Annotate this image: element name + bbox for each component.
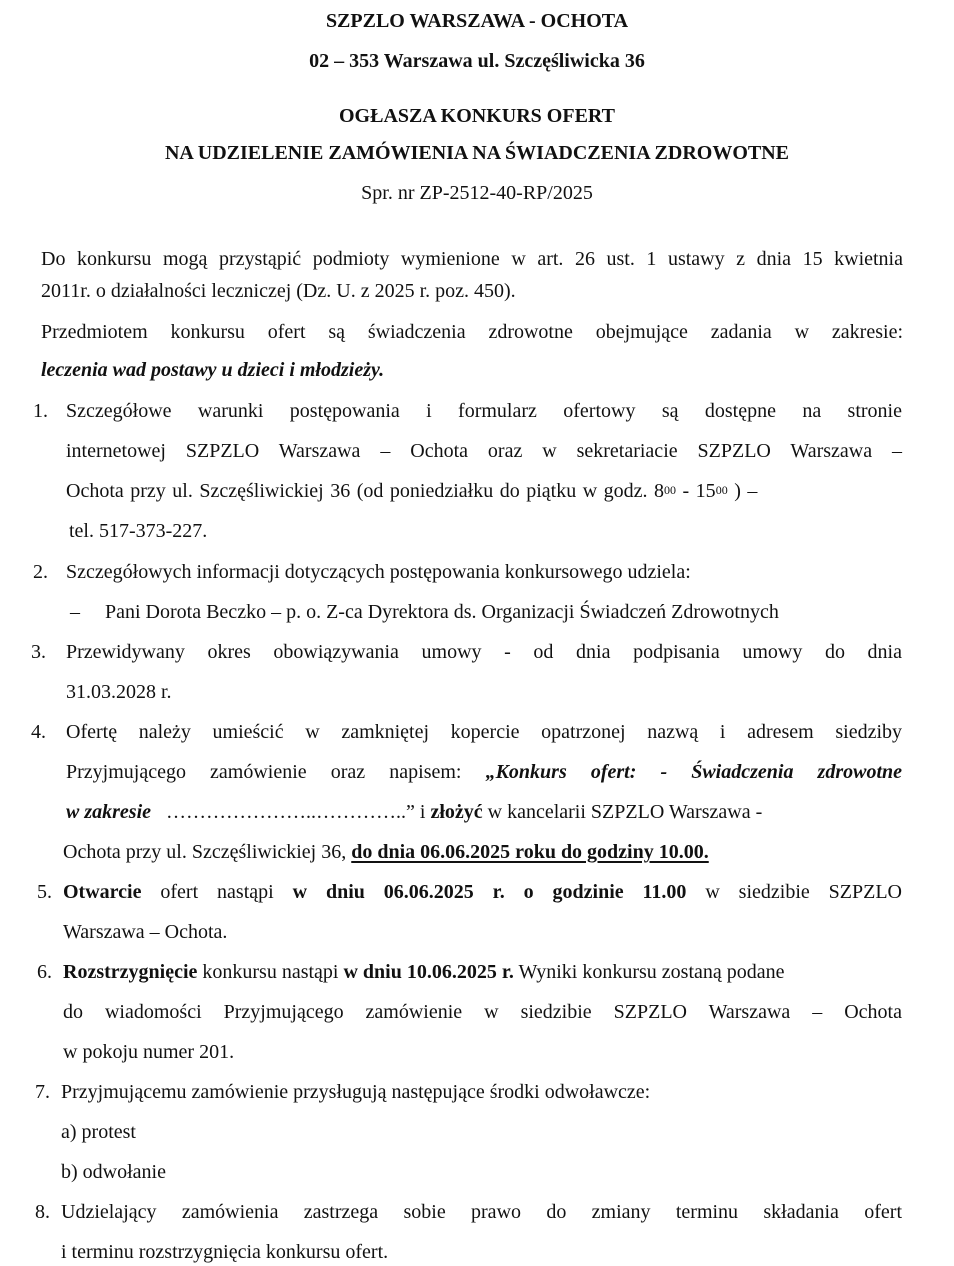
list-number: 3. xyxy=(31,641,46,663)
organization-address: 02 – 353 Warszawa ul. Szczęśliwicka 36 xyxy=(309,50,645,72)
list-item-3-line: 31.03.2028 r. xyxy=(66,681,172,703)
bullet-dash: – xyxy=(70,601,80,623)
list-item-6-line: Rozstrzygnięcie konkursu nastąpi w dniu 10.06.2025 r. Wyniki konkursu zostaną podane xyxy=(63,961,785,983)
remedy-appeal: b) odwołanie xyxy=(61,1161,166,1183)
contact-person: Pani Dorota Beczko – p. o. Z-ca Dyrektora ds. Organizacji Świadczeń Zdrowotnych xyxy=(105,601,779,623)
list-item-6-line: w pokoju numer 201. xyxy=(63,1041,235,1063)
list-number: 6. xyxy=(37,961,52,983)
list-item-5-line: Otwarcie ofert nastąpi w dniu 06.06.2025 r. o godzinie 11.00 w siedzibie SZPZLO xyxy=(63,881,903,903)
phone-number: tel. 517-373-227. xyxy=(69,520,208,542)
intro-paragraph-line: 2011r. o działalności leczniczej (Dz. U. z 2025 r. poz. 450). xyxy=(41,280,516,302)
submission-deadline: do dnia 06.06.2025 roku do godziny 10.00. xyxy=(351,841,709,863)
list-item-2-line: Szczegółowych informacji dotyczących postępowania konkursowego udziela: xyxy=(66,561,691,583)
list-item-1-line: Ochota przy ul. Szczęśliwickiej 36 (od poniedziałku do piątku w godz. $8^{00} - 15^{00}$ ) – xyxy=(66,480,758,502)
list-item-1-line: Szczegółowe warunki postępowania i formularz ofertowy są dostępne na stronie xyxy=(66,400,902,422)
list-item-8-line: Udzielający zamówienia zastrzega sobie prawo do zmiany terminu składania ofert xyxy=(61,1201,902,1223)
list-number: 5. xyxy=(37,881,52,903)
list-number: 4. xyxy=(31,721,46,743)
list-item-4-line: w zakresie …………………..…………..” i złożyć w kancelarii SZPZLO Warszawa - xyxy=(66,801,763,823)
list-item-4-line: Ofertę należy umieścić w zamkniętej kopercie opatrzonej nazwą i adresem siedziby xyxy=(66,721,902,743)
organization-name: SZPZLO WARSZAWA - OCHOTA xyxy=(325,10,629,32)
list-number: 8. xyxy=(35,1201,50,1223)
list-item-5-line: Warszawa – Ochota. xyxy=(63,921,228,943)
list-number: 1. xyxy=(33,400,48,422)
list-item-4-line: Przyjmującego zamówienie oraz napisem: „Konkurs ofert: - Świadczenia zdrowotne xyxy=(66,761,902,783)
list-number: 7. xyxy=(35,1081,50,1103)
remedy-protest: a) protest xyxy=(61,1121,136,1143)
case-number: Spr. nr ZP-2512-40-RP/2025 xyxy=(361,182,593,204)
intro-paragraph-line: Do konkursu mogą przystąpić podmioty wymienione w art. 26 ust. 1 ustawy z dnia 15 kwietnia xyxy=(41,248,903,270)
subject-paragraph-line: Przedmiotem konkursu ofert są świadczenia zdrowotne obejmujące zadania w zakresie: xyxy=(41,321,903,343)
announcement-title: OGŁASZA KONKURS OFERT xyxy=(338,105,615,127)
list-item-1-line: internetowej SZPZLO Warszawa – Ochota oraz w sekretariacie SZPZLO Warszawa – xyxy=(66,440,902,462)
subject-scope: leczenia wad postawy u dzieci i młodzieży. xyxy=(41,359,385,381)
list-item-3-line: Przewidywany okres obowiązywania umowy - od dnia podpisania umowy do dnia xyxy=(66,641,902,663)
list-item-8-line: i terminu rozstrzygnięcia konkursu ofert. xyxy=(61,1241,389,1263)
list-item-4-line: Ochota przy ul. Szczęśliwickiej 36, do dnia 06.06.2025 roku do godziny 10.00. xyxy=(63,841,709,863)
list-item-7-line: Przyjmującemu zamówienie przysługują następujące środki odwoławcze: xyxy=(61,1081,651,1103)
list-number: 2. xyxy=(33,561,48,583)
announcement-subtitle: NA UDZIELENIE ZAMÓWIENIA NA ŚWIADCZENIA ZDROWOTNE xyxy=(164,142,789,164)
list-item-6-line: do wiadomości Przyjmującego zamówienie w siedzibie SZPZLO Warszawa – Ochota xyxy=(63,1001,902,1023)
